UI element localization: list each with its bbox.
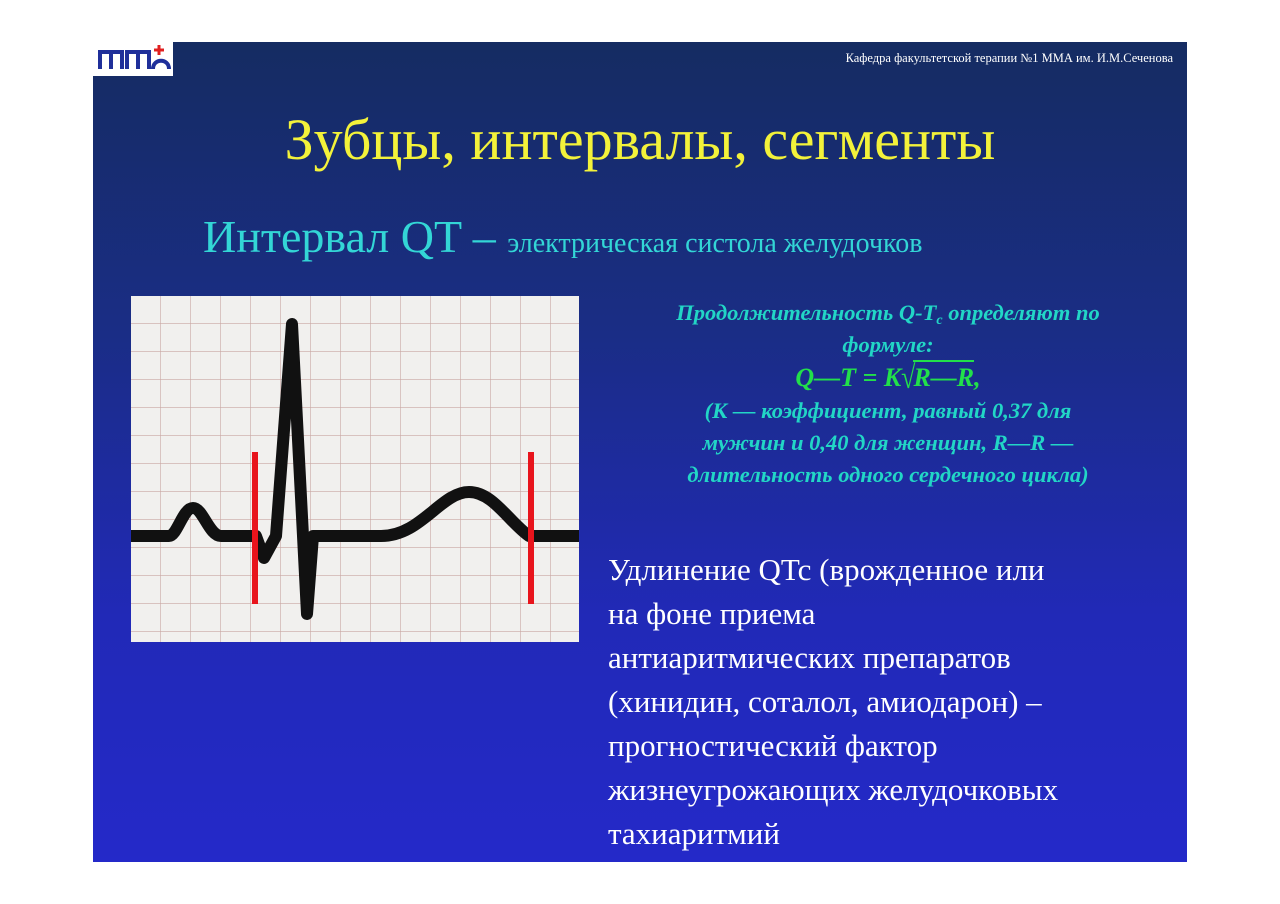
body-line: (хинидин, соталол, амиодарон) – [608,684,1042,719]
formula-note-line: мужчин и 0,40 для женщин, R—R — [702,430,1074,455]
logo [93,42,173,76]
department-header: Кафедра факультетской терапии №1 ММА им. И.М.Сеченова [845,51,1173,65]
slide-title: Зубцы, интервалы, сегменты [284,107,996,172]
slide-subtitle [203,212,922,263]
formula-intro-line2: формуле: [842,332,934,357]
formula-radicand: R—R [913,360,974,392]
subtitle-main: Интервал QT – [203,211,508,262]
body-line: прогностический фактор [608,728,938,763]
formula-intro-sub: c [936,313,943,328]
ecg-image [131,296,579,642]
sqrt-symbol: √ [901,359,916,396]
formula-eq-left: Q—T = K [795,363,902,392]
t-marker-line [528,452,534,604]
ecg-grid [131,296,579,642]
slide [93,42,1187,862]
ecg-illustration [131,296,579,642]
body-line: жизнеугрожающих желудочковых [608,772,1059,807]
body-line: на фоне приема [608,596,816,631]
formula-note-line: длительность одного сердечного цикла) [687,462,1089,487]
subtitle-secondary: электрическая систола желудочков [507,228,923,259]
formula-intro-line1 [593,297,1183,329]
body-line: Удлинение QTc (врожденное или [608,552,1045,587]
formula-note-line: (К — коэффициент, равный 0,37 для [704,398,1072,423]
body-line: тахиаритмий [608,816,780,851]
formula-eq-tail: , [974,363,981,392]
mma-logo-icon [93,42,173,76]
formula-intro-post: определяют по [942,300,1100,325]
q-marker-line [252,452,258,604]
body-line: антиаритмических препаратов [608,640,1011,675]
formula-equation [593,361,1183,395]
formula-block [593,297,1183,491]
formula-intro-pre: Продолжительность Q-T [676,300,937,325]
qtc-prolongation-text [608,548,1178,856]
